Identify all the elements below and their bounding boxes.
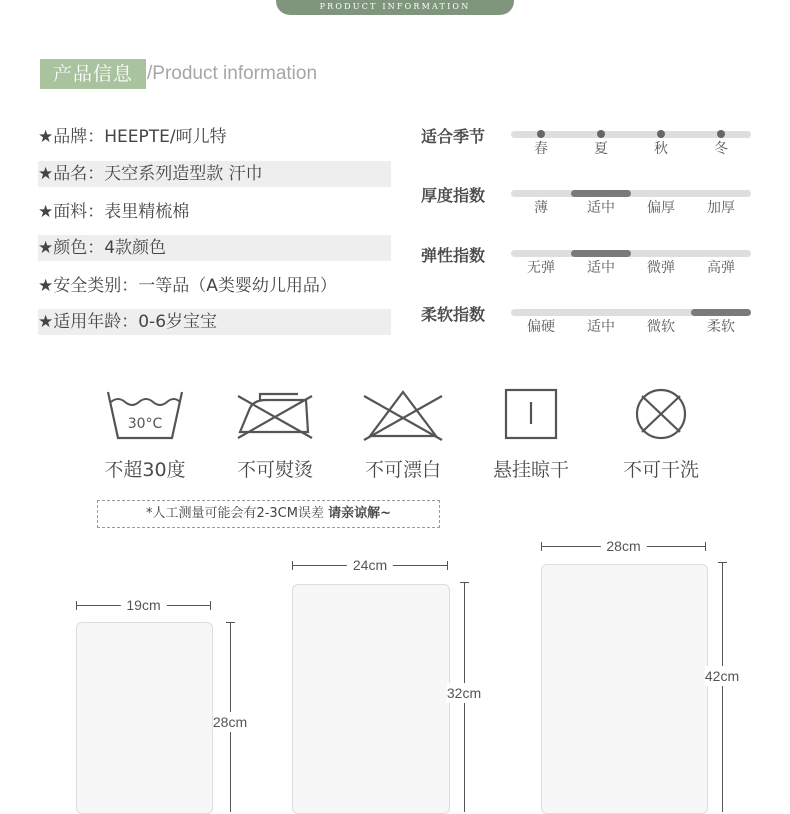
dim-width-medium-label: 24cm <box>347 557 393 573</box>
index-option: 薄 <box>534 200 548 216</box>
dim-width-large-label: 28cm <box>600 538 646 554</box>
index-option: 高弹 <box>707 260 735 276</box>
index-label: 弹性指数 <box>421 246 486 265</box>
index-option: 偏硬 <box>527 319 555 335</box>
index-option: 柔软 <box>707 319 735 335</box>
care-label: 不可熨烫 <box>236 459 313 481</box>
index-option: 适中 <box>587 260 615 276</box>
section-title-cn: 产品信息 <box>40 59 146 89</box>
index-option: 适中 <box>587 319 615 335</box>
index-option: 冬 <box>714 141 728 157</box>
towel-small <box>76 622 213 814</box>
index-highlight <box>571 190 631 197</box>
info-age: ★适用年龄：0-6岁宝宝 <box>38 309 391 335</box>
index-option: 偏厚 <box>647 200 675 216</box>
index-label: 柔软指数 <box>421 305 486 324</box>
index-highlight <box>691 309 751 316</box>
index-track <box>511 190 751 197</box>
care-label: 不可漂白 <box>364 459 441 481</box>
dim-height-large <box>704 562 740 812</box>
index-label: 适合季节 <box>421 127 486 146</box>
wash-30-icon <box>90 386 200 446</box>
dim-width-medium <box>292 558 448 572</box>
top-banner <box>276 0 514 15</box>
care-label: 悬挂晾干 <box>492 459 569 481</box>
banner-text: PRODUCT INFORMATION <box>319 2 471 11</box>
measurement-note <box>97 500 440 528</box>
index-option: 微弹 <box>647 260 675 276</box>
index-option: 春 <box>534 141 548 157</box>
care-label: 不可干洗 <box>622 459 699 481</box>
care-label: 不超30度 <box>104 459 186 481</box>
dim-width-large <box>541 539 706 553</box>
dim-width-small-label: 19cm <box>120 597 166 613</box>
info-name: ★品名：天空系列造型款 汗巾 <box>38 161 391 187</box>
index-option: 适中 <box>587 200 615 216</box>
info-safety: ★安全类别：一等品（A类婴幼儿用品） <box>38 276 337 296</box>
index-option: 无弹 <box>527 260 555 276</box>
dim-width-small <box>76 598 211 612</box>
dim-height-medium <box>446 582 482 812</box>
index-track <box>511 250 751 257</box>
dim-height-medium-label: 32cm <box>446 685 482 701</box>
index-label: 厚度指数 <box>421 186 486 205</box>
season-dot <box>537 130 545 138</box>
no-iron-icon <box>220 386 330 446</box>
towel-medium <box>292 584 450 814</box>
info-brand: ★品牌：HEEPTE/呵儿特 <box>38 127 227 147</box>
index-highlight <box>571 250 631 257</box>
no-dry-clean-icon <box>606 386 716 446</box>
section-title-en: /Product information <box>147 63 318 84</box>
season-dot <box>597 130 605 138</box>
index-option: 加厚 <box>707 200 735 216</box>
info-color: ★颜色：4款颜色 <box>38 235 391 261</box>
dim-height-small <box>212 622 248 812</box>
no-bleach-icon <box>348 386 458 446</box>
towel-large <box>541 564 708 814</box>
hang-dry-icon <box>476 386 586 446</box>
info-fabric: ★面料：表里精梳棉 <box>38 202 190 222</box>
index-option: 微软 <box>647 319 675 335</box>
note-text: *人工测量可能会有2-3CM误差 <box>145 506 329 521</box>
index-option: 秋 <box>654 141 668 157</box>
season-dot <box>717 130 725 138</box>
dim-height-large-label: 42cm <box>704 668 740 684</box>
note-bold: 请亲谅解~ <box>328 506 392 521</box>
index-track <box>511 309 751 316</box>
dim-height-small-label: 28cm <box>212 714 248 730</box>
index-option: 夏 <box>594 141 608 157</box>
season-dot <box>657 130 665 138</box>
wash-temp-text: 30°C <box>127 416 163 432</box>
index-track <box>511 131 751 138</box>
